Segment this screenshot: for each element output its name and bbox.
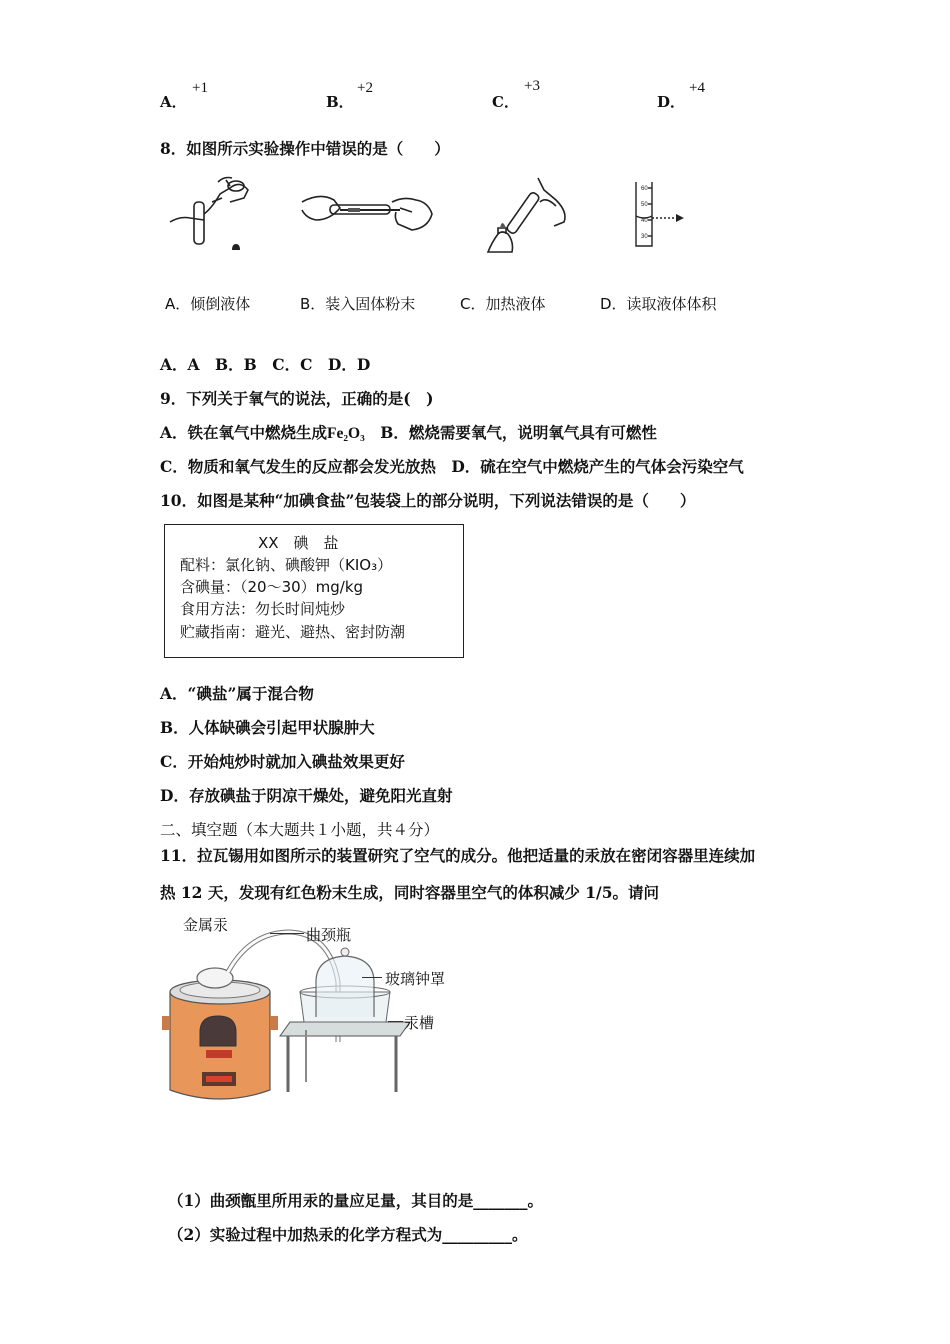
- q10-option-d: D．存放碘盐于阴凉干燥处，避免阳光直射: [160, 786, 453, 805]
- q8-answers: A．A B．B C．C D．D: [160, 355, 371, 374]
- q9-line-cd: [160, 455, 744, 477]
- pouring-liquid-illustration: [160, 172, 260, 258]
- option-d-letter: D．: [657, 93, 686, 111]
- salt-label-usage: 食用方法：勿长时间炖炒: [180, 600, 346, 618]
- q9-option-b: B．燃烧需要氧气，说明氧气具有可燃性: [380, 423, 657, 442]
- option-c-letter: C．: [492, 93, 519, 111]
- q9-option-c: C．物质和氧气发生的反应都会发光放热: [160, 457, 436, 476]
- graduated-cylinder-illustration: [630, 180, 700, 250]
- label-metal-mercury: 金属汞: [183, 916, 229, 934]
- q9-option-d: D．硫在空气中燃烧产生的气体会污染空气: [451, 457, 744, 476]
- loading-powder-illustration: [300, 190, 436, 240]
- salt-label-iodine-content: 含碘量：（20～30）mg/kg: [180, 578, 364, 596]
- label-trough-leader: [388, 1021, 403, 1022]
- label-retort: 曲颈瓶: [306, 926, 352, 944]
- q10-option-c: C．开始炖炒时就加入碘盐效果更好: [160, 752, 405, 771]
- cylinder-tick-50: 50: [641, 202, 648, 208]
- q10-option-b: B．人体缺碘会引起甲状腺肿大: [160, 718, 375, 737]
- q10-stem: 10．如图是某种“加碘食盐”包装袋上的部分说明，下列说法错误的是（ ）: [160, 491, 696, 510]
- cylinder-tick-60: 60: [641, 186, 648, 192]
- label-bell-jar: 玻璃钟罩: [385, 970, 446, 988]
- q10-option-a: A．“碘盐”属于混合物: [160, 684, 314, 703]
- q8-stem: 8．如图所示实验操作中错误的是（ ）: [160, 139, 450, 158]
- q9-option-a: A．铁在氧气中燃烧生成: [160, 423, 328, 442]
- option-c-value: +3: [524, 78, 540, 94]
- salt-label-storage: 贮藏指南：避光、避热、密封防潮: [180, 623, 406, 641]
- option-b-letter: B．: [326, 93, 354, 111]
- q9-option-a-formula: Fe₂O₃: [327, 425, 365, 442]
- label-bell-leader: [362, 977, 382, 978]
- option-b-value: +2: [357, 80, 373, 96]
- q11-sub-1: （1）曲颈甑里所用汞的量应足量，其目的是_______。: [168, 1191, 544, 1210]
- option-d-value: +4: [689, 80, 705, 96]
- cylinder-tick-40: 40: [641, 218, 648, 224]
- q8-caption-b: B．装入固体粉末: [300, 295, 416, 313]
- q11-line-2: 热 12 天，发现有红色粉末生成，同时容器里空气的体积减少 1/5。请问: [160, 883, 659, 902]
- q11-sub-2: （2）实验过程中加热汞的化学方程式为_________。: [168, 1225, 528, 1244]
- salt-label-title: XX 碘 盐: [258, 534, 339, 552]
- q8-caption-c: C．加热液体: [460, 295, 546, 313]
- option-a-letter: A．: [160, 93, 187, 111]
- label-mercury-trough: 汞槽: [404, 1014, 435, 1032]
- section-2-heading: 二、填空题（本大题共１小题，共４分）: [160, 821, 440, 839]
- q9-line-ab: [160, 421, 657, 443]
- label-retort-leader: [270, 933, 304, 934]
- cylinder-tick-30: 30: [641, 234, 648, 240]
- heating-liquid-illustration: [484, 172, 584, 258]
- q9-stem: 9．下列关于氧气的说法，正确的是( ): [160, 389, 434, 408]
- q8-caption-d: D．读取液体体积: [600, 295, 717, 313]
- option-a-value: +1: [192, 80, 208, 96]
- q11-line-1: 11．拉瓦锡用如图所示的装置研究了空气的成分。他把适量的汞放在密闭容器里连续加: [160, 846, 756, 865]
- salt-label-ingredients: 配料：氯化钠、碘酸钾（KIO₃）: [180, 556, 393, 574]
- q8-caption-a: A．倾倒液体: [165, 295, 251, 313]
